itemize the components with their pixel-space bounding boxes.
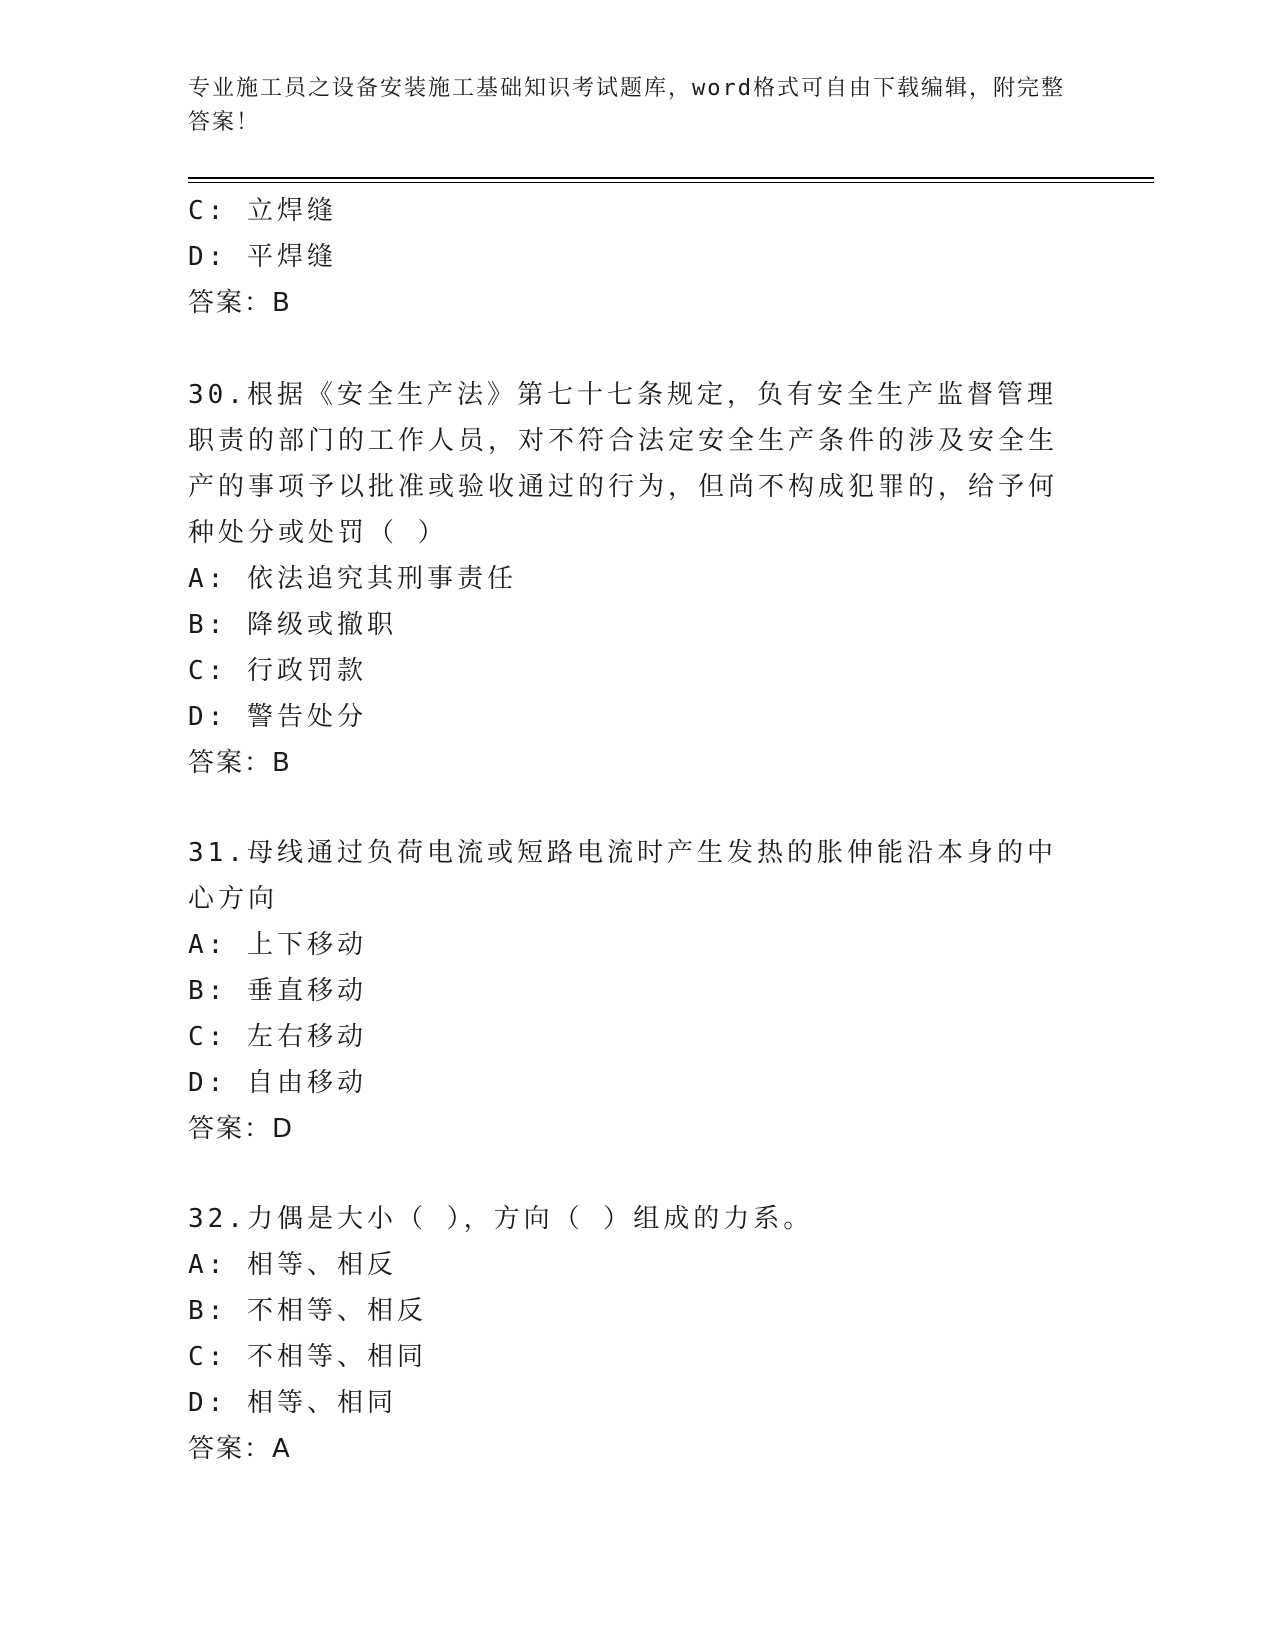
spacer — [188, 786, 1088, 830]
question-31 — [188, 830, 1088, 1152]
option-label: C: — [188, 656, 228, 686]
answer-line: 答案：A — [188, 1434, 292, 1464]
option-label: B: — [188, 1296, 228, 1326]
option-c — [188, 1014, 1088, 1060]
option-label: C: — [188, 196, 228, 226]
header-rule-thin — [188, 182, 1154, 183]
option-text: 相等、相反 — [246, 1250, 397, 1280]
spacer — [188, 1152, 1088, 1196]
previous-question-tail — [188, 188, 1088, 326]
question-text: 30.根据《安全生产法》第七十七条规定，负有安全生产监督管理职责的部门的工作人员，对不符合法定安全生产条件的涉及安全生产的事项予以批准或验收通过的行为，但尚不构成犯罪的，给予何种处分或处罚（ ） — [188, 380, 1059, 548]
document-header: 专业施工员之设备安装施工基础知识考试题库，word格式可自由下载编辑，附完整答案！ — [188, 76, 1065, 135]
option-label: D: — [188, 242, 228, 272]
question-30 — [188, 372, 1088, 786]
answer-line: 答案：B — [188, 288, 292, 318]
option-text: 平焊缝 — [246, 242, 337, 272]
option-text: 不相等、相同 — [246, 1342, 427, 1372]
option-a — [188, 1242, 1088, 1288]
question-text: 32.力偶是大小（ ），方向（ ）组成的力系。 — [188, 1204, 814, 1234]
option-label: A: — [188, 1250, 228, 1280]
spacer — [188, 326, 1088, 372]
question-32 — [188, 1196, 1088, 1472]
option-text: 垂直移动 — [246, 976, 367, 1006]
option-d — [188, 234, 1088, 280]
header-rule-thick — [188, 177, 1154, 179]
option-label: D: — [188, 1068, 228, 1098]
option-label: D: — [188, 1388, 228, 1418]
option-text: 降级或撤职 — [246, 610, 397, 640]
option-d — [188, 694, 1088, 740]
option-label: A: — [188, 930, 228, 960]
option-b — [188, 602, 1088, 648]
option-d — [188, 1380, 1088, 1426]
option-text: 警告处分 — [246, 702, 367, 732]
option-d — [188, 1060, 1088, 1106]
option-label: D: — [188, 702, 228, 732]
option-b — [188, 1288, 1088, 1334]
question-text: 31.母线通过负荷电流或短路电流时产生发热的胀伸能沿本身的中心方向 — [188, 838, 1057, 914]
option-text: 左右移动 — [246, 1022, 367, 1052]
option-text: 不相等、相反 — [246, 1296, 427, 1326]
option-a — [188, 556, 1088, 602]
answer-line: 答案：B — [188, 748, 292, 778]
option-label: B: — [188, 610, 228, 640]
option-text: 依法追究其刑事责任 — [246, 564, 517, 594]
option-text: 上下移动 — [246, 930, 367, 960]
option-c — [188, 648, 1088, 694]
option-text: 立焊缝 — [246, 196, 337, 226]
option-b — [188, 968, 1088, 1014]
question-list — [188, 188, 1088, 1472]
option-text: 自由移动 — [246, 1068, 367, 1098]
option-label: A: — [188, 564, 228, 594]
option-label: C: — [188, 1342, 228, 1372]
option-label: C: — [188, 1022, 228, 1052]
option-c — [188, 1334, 1088, 1380]
answer-line: 答案：D — [188, 1114, 295, 1144]
option-text: 行政罚款 — [246, 656, 367, 686]
option-c — [188, 188, 1088, 234]
option-text: 相等、相同 — [246, 1388, 397, 1418]
option-a — [188, 922, 1088, 968]
option-label: B: — [188, 976, 228, 1006]
